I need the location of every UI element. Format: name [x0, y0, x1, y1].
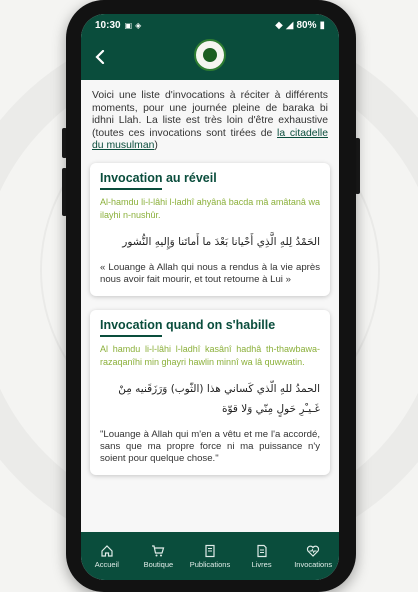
wifi-icon: ◆	[275, 19, 283, 31]
nav-label: Accueil	[94, 559, 119, 569]
nav-label: Invocations	[294, 559, 333, 569]
nav-accueil[interactable]	[81, 544, 133, 569]
book-icon	[255, 544, 269, 558]
nav-invocations[interactable]	[287, 544, 339, 569]
image-icon: ▣	[124, 20, 133, 30]
nav-boutique[interactable]	[133, 544, 185, 569]
home-icon	[100, 544, 114, 558]
french-translation: "Louange à Allah qui m'en a vêtu et me l'a accordé, sans que ma propre force ni ma puissance n'y soient pour quelque chose."	[100, 428, 320, 464]
arabic-text: الحَمْدُ لِلهِ الَّذِي أَحْيانا بَعْدَ ما أَماتَنا وَإِليهِ النُّشور	[122, 235, 320, 248]
document-icon	[203, 544, 217, 558]
phone-screen	[81, 14, 339, 580]
nav-label: Boutique	[143, 559, 174, 569]
card-title: Invocation au réveil	[100, 170, 217, 185]
nav-label: Publications	[189, 559, 231, 569]
transliteration: Al-hamdu li-l-lâhi l-ladhî ahyânâ bacda mâ amâtanâ wa ilayhi n-nushûr.	[100, 196, 320, 220]
title-underline	[100, 335, 162, 337]
status-right	[275, 20, 325, 31]
logo-emblem	[203, 48, 217, 62]
battery-level: 80%	[296, 19, 317, 31]
battery-icon: ▮	[319, 19, 325, 31]
french-translation: « Louange à Allah qui nous a rendus à la vie après nous avoir fait mourir, et tout retourne à Lui »	[100, 261, 320, 285]
intro-text: Voici une liste d'invocations à réciter à différents moments, pour une journée pleine de baraka bi idhni Llah. La liste est très loin d'être exhaustive (toutes ces invocations sont tirées de	[92, 90, 328, 139]
title-underline	[100, 188, 162, 190]
intro-suffix: )	[154, 140, 158, 152]
status-time: 10:30	[95, 19, 121, 31]
signal-icon: ◢	[285, 19, 294, 31]
app-bar	[81, 36, 339, 80]
chevron-left-icon	[93, 50, 107, 64]
heart-pulse-icon	[306, 544, 320, 558]
app-logo	[194, 39, 226, 71]
nav-publications[interactable]	[184, 544, 236, 569]
cart-icon	[151, 544, 165, 558]
notification-icon: ◈	[135, 20, 142, 30]
invocation-card	[90, 163, 330, 296]
invocation-card	[90, 310, 330, 475]
transliteration: Al hamdu li-l-lâhi l-ladhî kasânî hadhâ th-thawbawa-razaqanîhi min ghayri hawlin minnî wa lâ quwwatin.	[100, 343, 320, 367]
intro-paragraph	[90, 88, 330, 163]
arabic-text: الحمدُ للهِ الّذي كَساني هذا (الثّوب) وَرَزَقَنيه مِنْ غَـيـْرِ حَولٍ مِنّي وَلا قوّة	[118, 382, 320, 415]
back-button[interactable]	[87, 44, 113, 70]
bottom-navigation	[81, 532, 339, 580]
nav-livres[interactable]	[236, 544, 288, 569]
status-bar	[81, 14, 339, 36]
nav-label: Livres	[251, 559, 272, 569]
card-title: Invocation quand on s'habille	[100, 317, 276, 332]
invocations-content[interactable]	[81, 80, 339, 532]
citadelle-link[interactable]: la citadelle du musulman	[92, 127, 328, 152]
